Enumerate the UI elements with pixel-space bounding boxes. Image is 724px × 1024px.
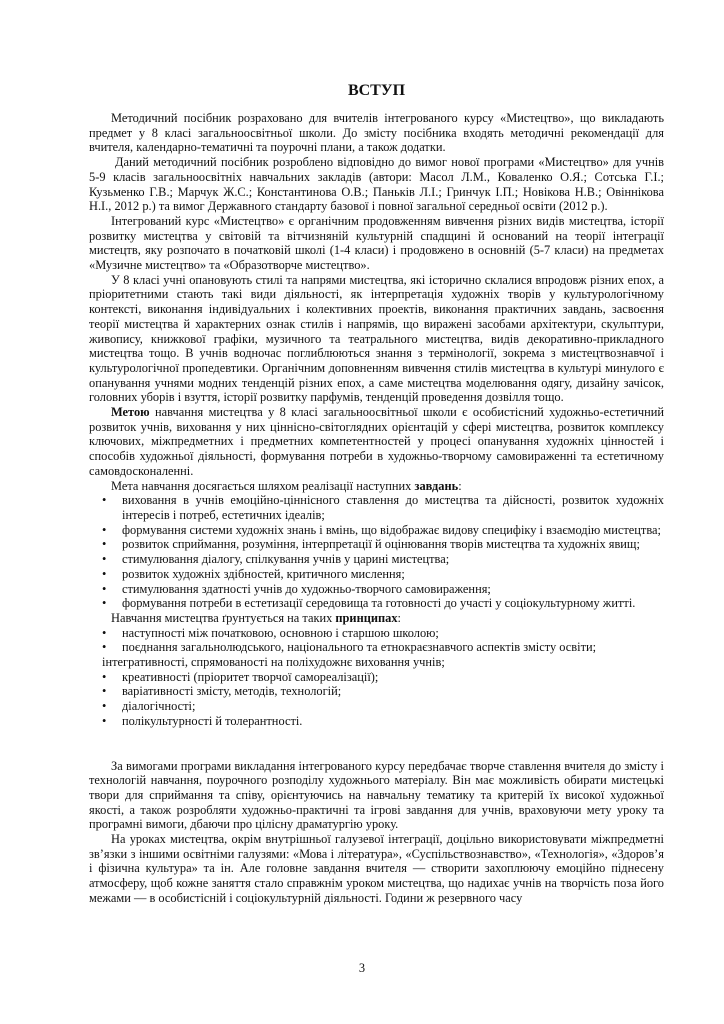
list-item: • стимулювання діалогу, спілкування учнів у царині мистецтва; [89, 552, 664, 567]
list-item: • стимулювання здатності учнів до художньо-творчого самовираження; [89, 582, 664, 597]
intro-paragraph-1: Методичний посібник розраховано для вчителів інтегрованого курсу «Мистецтво», що викладають предмет у 8 класі загальноосвітньої школи. До змісту посібника входять методичні рекомендації для вчителя, календарно-тематичні та поурочні плани, а також додатки. [89, 111, 664, 155]
tasks-intro-end: : [458, 478, 462, 493]
section-spacer [89, 729, 664, 759]
tasks-list [89, 493, 664, 611]
page-number: 3 [358, 961, 366, 975]
list-item: • формування системи художніх знань і вмінь, що відображає видову специфіку і взаємодію мистецтва; [89, 523, 664, 538]
intro-paragraph-2: Даний методичний посібник розроблено відповідно до вимог нової програми «Мистецтво» для учнів 5-9 класів загальноосвітніх навчальних закладів (автори: Масол Л.М., Коваленко О.Я.; Сотська Г.І.; Кузьменко Г.В.; Марчук Ж.С.; Константинова О.В.; Паньків Л.І.; Гринчук І.П.; Новікова Н.В.; Овіннікова Н.І., 2012 р.) та вимог Державного стандарту базової і повної загальної середньої освіти (2012 р.). [89, 155, 664, 214]
tasks-intro [89, 479, 664, 494]
list-item: • розвиток художніх здібностей, критичного мислення; [89, 567, 664, 582]
goal-paragraph [89, 405, 664, 479]
list-item: • виховання в учнів емоційно-ціннісного ставлення до мистецтва та дійсності, розвиток художніх інтересів і потреб, естетичних ідеалів; [89, 493, 664, 522]
list-item: • діалогічності; [89, 699, 664, 714]
principles-list-b [89, 670, 664, 729]
list-item: • варіативності змісту, методів, технологій; [89, 684, 664, 699]
closing-paragraph-2: На уроках мистецтва, окрім внутрішньої галузевої інтеграції, доцільно використовувати міжпредметні зв’язки з іншими освітніми галузями: «Мова і література», «Суспільствознавство», «Технологія», «Здоров’я і фізична культура» та ін. Але головне завдання вчителя — створити захоплюючу емоційно піднесену атмосферу, щоб кожне заняття стало справжнім уроком мистецтва, що надихає учнів на творчість поза його межами — в особистісній і соціокультурній діяльності. Години ж резервного часу [89, 832, 664, 905]
goal-text: навчання мистецтва у 8 класі загальноосвітньої школи є особистісний художньо-естетичний розвиток учнів, виховання у них ціннісно-світоглядних орієнтацій у сфері мистецтва, розвиток комплексу ключових, міжпредметних і предметних компетентностей у процесі опанування художніх цінностей і способів художньої діяльності, формування потреби в художньо-творчому самовираженні та естетичному самовдосконаленні. [89, 405, 664, 478]
principles-intro-end: : [397, 610, 401, 625]
tasks-intro-text: Мета навчання досягається шляхом реалізації наступних [111, 478, 415, 493]
tasks-term: завдань [414, 478, 459, 493]
principles-list-a [89, 626, 664, 655]
page-title: ВСТУП [347, 82, 406, 99]
list-item: • формування потреби в естетизації середовища та готовності до участі у соціокультурному житті. [89, 596, 664, 611]
intro-paragraph-3: Інтегрований курс «Мистецтво» є органічним продовженням вивчення різних видів мистецтва, історії розвитку мистецтва у світовій та вітчизняній культурній спадщині й оснований на теорії інтеграції мистецтв, яку розпочато в початковій школі (1-4 класи) і продовжено в основній (5-7 класи) на предметах «Музичне мистецтво» та «Образотворче мистецтво». [89, 213, 664, 273]
list-item: • креативності (пріоритет творчої самореалізації); [89, 670, 664, 685]
closing-paragraph-1: За вимогами програми викладання інтегрованого курсу передбачає творче ставлення вчителя до змісту і технологій навчання, поурочного розподілу художнього матеріалу. Він має можливість обирати мистецькі твори для сприймання та співу, орієнтуючись на навчальну тематику та критерій їх високої художньої якості, а також розробляти художньо-практичні та ігрові завдання для учнів, враховуючи мету уроку та програмні вимоги, дбаючи про цілісну драматургію уроку. [89, 758, 664, 832]
list-item: • поєднання загальнолюдського, національного та етнокраєзнавчого аспектів змісту освіти; [89, 640, 664, 655]
list-item: • полікультурності й толерантності. [89, 714, 664, 729]
intro-paragraph-4: У 8 класі учні опановують стилі та напрями мистецтва, які історично склалися впродовж різних епох, а пріоритетними стають такі види діяльності, як інтерпретація художніх творів у культурологічному контексті, виконання індивідуальних і колективних проектів, виконання практичних завдань, засвоєння теорії мистецтва й характерних ознак стилів і напрямів, що виражені засобами архітектури, скульптури, живопису, книжкової графіки, музичного та театрального мистецтва, видів декоративно-прикладного мистецтва тощо. В учнів водночас поглиблюються знання з термінології, зокрема з мистецтвознавчої і культурологічної пропедевтики. Органічним доповненням вивчення стилів мистецтва в культурі минулого є опанування учнями модних тенденцій різних епох, а саме мистецтва моделювання одягу, дизайну зачісок, головних уборів і взуття, історії розвитку парфумів, тенденцій проведення дозвілля тощо. [89, 272, 664, 405]
goal-term: Метою [111, 405, 150, 420]
principles-plain-line: інтегративності, спрямованості на поліхудожнє виховання учнів; [102, 655, 445, 670]
list-item: • наступності між початковою, основною і старшою школою; [89, 626, 664, 641]
principles-intro [89, 611, 664, 626]
principles-term: принципах [335, 610, 398, 625]
list-item: • розвиток сприймання, розуміння, інтерпретації й оцінювання творів мистецтва та художніх явищ; [89, 537, 664, 552]
principles-intro-text: Навчання мистецтва ґрунтується на таких [111, 610, 336, 625]
